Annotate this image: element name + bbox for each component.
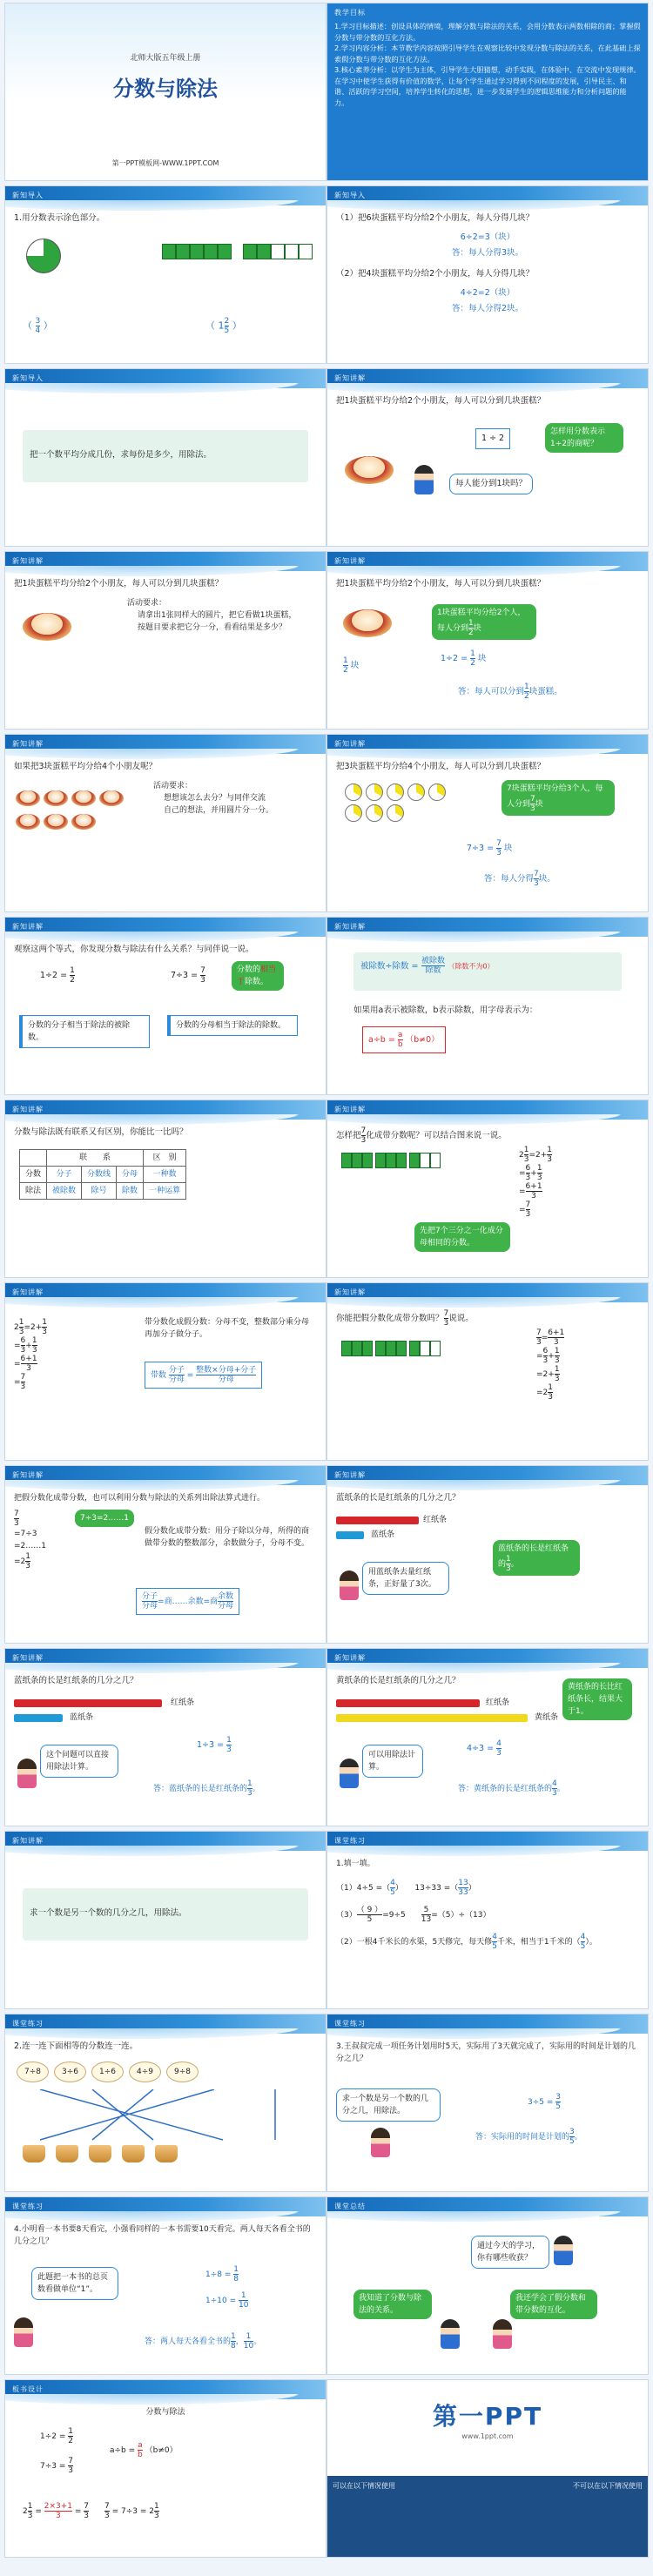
- slide-tag: 课堂练习: [334, 2020, 366, 2028]
- slide-header: [327, 735, 648, 754]
- slide-header: [327, 918, 648, 937]
- usage-panel: [327, 2476, 648, 2558]
- board-title: 分数与除法: [145, 2408, 185, 2417]
- brand-area: [327, 2380, 648, 2476]
- formula-note: （除数不为0）: [448, 962, 495, 971]
- blue-strip: [14, 1714, 63, 1722]
- slide-tag: 新知讲解: [334, 557, 366, 565]
- question-bubble: 通过今天的学习，你有哪些收获？: [471, 2236, 549, 2269]
- activity-heading: 活动要求：: [153, 782, 193, 790]
- slide-tag: 板书设计: [12, 2385, 44, 2393]
- slide-header: [5, 1649, 326, 1668]
- usage-allowed: 可以在以下情况使用: [333, 2482, 395, 2490]
- slide-header: [5, 1100, 326, 1120]
- yellow-strip: [336, 1714, 528, 1722]
- red-strip: [14, 1699, 162, 1707]
- slide-site: 第一PPT模板网-WWW.1PPT.COM: [111, 159, 219, 167]
- steps: $\frac{7}{3}$ = $\frac{6+1}{3}$ = $\frac{6}{3}$ + $\frac{1}{3}$ =2+ $\frac{1}{3}$ =2 $\frac{1}{3}$: [536, 1328, 565, 1402]
- question: 把1块蛋糕平均分给2个小朋友，每人可以分到几块蛋糕？: [14, 579, 224, 589]
- answer: 答：每人分得 $\frac{7}{3}$ 块。: [484, 870, 555, 888]
- objective-text: [334, 21, 641, 108]
- slide-9[interactable]: [4, 734, 326, 912]
- answer: 答：实际用的时间是计划的 $\frac{3}{5}$ 。: [475, 2128, 582, 2146]
- cake-image: [345, 456, 394, 484]
- table-row: 分数 分子 分数线 分母 一种数: [20, 1167, 186, 1183]
- objective-1: 1.学习目标描述：创设具体的情境，理解分数与除法的关系，会用分数表示两数相除的商；掌握假分数与带分数的互化方法。: [334, 22, 641, 42]
- steps: 2 $\frac{1}{3}$ =2+ $\frac{1}{3}$ = $\frac{6}{3}$ + $\frac{1}{3}$ = $\frac{6+1}{3}$ = $\frac{7}{3}$: [519, 1146, 553, 1219]
- question: 1.填一填。: [336, 1860, 375, 1868]
- slide-tag: 教学目标: [334, 9, 366, 17]
- red-strip: [336, 1699, 480, 1707]
- table-header: 区 别: [144, 1150, 186, 1167]
- slide-1[interactable]: [4, 3, 326, 181]
- bubble-1: 用蓝纸条去量红纸条，正好量了3次。: [362, 1562, 449, 1595]
- equation: 3÷5 = $\frac{3}{5}$: [528, 2093, 562, 2111]
- slide-28[interactable]: [326, 2379, 649, 2558]
- slide-header: [5, 735, 326, 754]
- slide-tag: 新知讲解: [12, 1106, 44, 1113]
- slide-16[interactable]: [326, 1282, 649, 1461]
- girl-image: [340, 1570, 359, 1600]
- slide-tag: 新知讲解: [12, 557, 44, 565]
- slide-header: [327, 1100, 648, 1120]
- bar-diagram: [341, 1341, 441, 1356]
- slide-23[interactable]: [4, 2014, 326, 2192]
- girl-image: [371, 2128, 390, 2157]
- bubble: 1块蛋糕平均分给2个人，每人分到 $\frac{1}{2}$ 块: [432, 604, 536, 640]
- slide-header: [327, 369, 648, 388]
- cake-image: [343, 609, 392, 637]
- board-conversion: 2 $\frac{1}{3}$ = $\frac{2\times 3+1}{3}$ = $\frac{7}{3}$ $\frac{7}{3}$ = 7÷3 = 2 $\frac{1}{3}$: [23, 2502, 159, 2520]
- slide-20[interactable]: [326, 1648, 649, 1826]
- letter-formula: a÷b = $\frac{a}{b}$ （b≠0）: [362, 1026, 446, 1053]
- girl-image: [14, 2317, 33, 2347]
- slide-8[interactable]: [326, 551, 649, 730]
- slide-tag: 新知讲解: [334, 374, 366, 382]
- conclusion-1: 分数的分子相当于除法的被除数。: [19, 1015, 150, 1048]
- equation: 7÷3 = $\frac{7}{3}$ 块: [467, 839, 513, 858]
- slide-tag: 新知讲解: [12, 1837, 44, 1845]
- slide-header: [5, 2014, 326, 2034]
- slide-tag: 课堂练习: [334, 1837, 366, 1845]
- rule-box: [23, 1888, 308, 1940]
- question: 你能把假分数化成带分数吗？ $\frac{7}{3}$ 说说。: [336, 1309, 474, 1328]
- question: 怎样把 $\frac{7}{3}$ 化成带分数呢？可以结合图来说一说。: [336, 1127, 507, 1145]
- slide-14[interactable]: [326, 1100, 649, 1278]
- formula: 被除数÷除数 =: [360, 961, 419, 972]
- slide-tag: 新知导入: [12, 374, 44, 382]
- question: 把1块蛋糕平均分给2个小朋友，每人可以分到几块蛋糕？: [336, 579, 546, 589]
- slide-header: [327, 1466, 648, 1485]
- teacher-image: [414, 465, 434, 494]
- slide-header: [5, 1832, 326, 1851]
- bubble-2: 可以用除法计算。: [362, 1745, 423, 1778]
- board-equation-2: 7÷3 = $\frac{7}{3}$: [40, 2457, 74, 2475]
- slide-tag: 新知讲解: [334, 1288, 366, 1296]
- question: 把1块蛋糕平均分给2个小朋友，每人可以分到几块蛋糕？: [336, 396, 546, 406]
- activity-line-1: 想想该怎么去分？与同伴交流: [164, 794, 266, 803]
- slide-19[interactable]: [4, 1648, 326, 1826]
- table-header-corner: [20, 1150, 47, 1167]
- equation-2: 1÷10 = $\frac{1}{10}$: [205, 2291, 249, 2310]
- slide-header: [5, 186, 326, 205]
- slide-tag: 新知讲解: [334, 1471, 366, 1479]
- bubble: 分数的相当于除数。: [232, 961, 284, 991]
- question: 蓝纸条的长是红纸条的几分之几？: [336, 1493, 461, 1503]
- question: 分数与除法既有联系又有区别，你能比一比吗？: [14, 1127, 188, 1137]
- slide-tag: 课堂练习: [12, 2020, 44, 2028]
- slide-17[interactable]: [4, 1465, 326, 1644]
- usage-disallowed: 不可以在以下情况使用: [573, 2482, 643, 2490]
- rule-formula: $\frac{\text{分子}}{\text{分母}}$ =商……余数=商 $\frac{\text{余数}}{\text{分母}}$: [136, 1588, 239, 1615]
- steps: $\frac{7}{3}$ =7÷3 =2……1 =2 $\frac{1}{3}$: [14, 1510, 46, 1570]
- bubble: 求一个数是另一个数的几分之几，用除法。: [336, 2088, 441, 2122]
- question: 把3块蛋糕平均分给4个小朋友，每人可以分到几块蛋糕？: [336, 762, 546, 771]
- red-strip: [336, 1517, 419, 1524]
- activity: [153, 780, 273, 817]
- slide-11[interactable]: [4, 917, 326, 1095]
- equation: 4÷3 = $\frac{4}{3}$: [467, 1739, 502, 1758]
- equation-1: 1÷8 = $\frac{1}{8}$: [205, 2265, 239, 2283]
- blue-strip-label: 蓝纸条: [371, 1530, 395, 1539]
- slide-27[interactable]: [4, 2379, 326, 2558]
- slide-4[interactable]: [326, 185, 649, 364]
- slide-title: 分数与除法: [113, 77, 218, 101]
- brand-url: www.1ppt.com: [461, 2432, 514, 2440]
- question-2: （2）把4块蛋糕平均分给2个小朋友，每人分得几块？: [336, 269, 535, 279]
- slide-tag: 课堂练习: [12, 2203, 44, 2210]
- bubble: 此题把一本书的总页数看做单位“1”。: [31, 2267, 118, 2300]
- slide-tag: 新知讲解: [334, 1106, 366, 1113]
- rule-text: 假分数化成带分数：用分子除以分母，所得的商做带分数的整数部分，余数做分子，分母不变。: [145, 1527, 310, 1548]
- slide-header: [327, 186, 648, 205]
- bubble: 7块蛋糕平均分给3个人，每人分到 $\frac{7}{3}$ 块: [502, 780, 615, 816]
- slide-header: [5, 369, 326, 388]
- exercise-3: （2）一根4千米长的水渠，5天修完，每天修 $\frac{4}{5}$ 千米，相当于1千米的（ $\frac{4}{5}$ ）。: [336, 1933, 597, 1951]
- girl-image: [493, 2319, 512, 2349]
- slide-header: [327, 1649, 648, 1668]
- equation-1: 6÷2=3（块）: [460, 232, 515, 242]
- board-equation-1: 1÷2 = $\frac{1}{2}$: [40, 2427, 74, 2445]
- table-header: 联 系: [47, 1150, 144, 1167]
- slide-header: [5, 918, 326, 937]
- slide-header: [327, 1283, 648, 1302]
- answer: 答：每人可以分到 $\frac{1}{2}$ 块蛋糕。: [458, 683, 562, 701]
- activity-line-2: 自己的想法，并用圆片分一分。: [164, 806, 274, 815]
- formula-box: [353, 952, 622, 991]
- equation: 1÷2 = $\frac{1}{2}$ 块: [441, 649, 487, 668]
- comparison-table: [19, 1149, 186, 1200]
- bubble-2: 我还学会了假分数和带分数的互化。: [510, 2290, 597, 2319]
- slide-6[interactable]: [326, 368, 649, 547]
- slide-tag: 课堂总结: [334, 2203, 366, 2210]
- slide-header: [327, 552, 648, 571]
- red-strip-label: 红纸条: [486, 1698, 510, 1707]
- exercise-2: （3） $\frac{( 9 )}{5}$ =9÷5 $\frac{5}{13}$ =（5）÷（13）: [336, 1906, 491, 1924]
- match-item[interactable]: 7÷8: [17, 2061, 49, 2082]
- basket-row: [17, 2145, 183, 2167]
- red-strip-label: 红纸条: [171, 1698, 195, 1707]
- slide-24[interactable]: [326, 2014, 649, 2192]
- slide-header: [5, 552, 326, 571]
- slide-tag: 新知导入: [12, 192, 44, 199]
- slide-5[interactable]: [4, 368, 326, 547]
- slide-header: [5, 2380, 326, 2399]
- slide-tag: 新知讲解: [12, 923, 44, 931]
- rule-box: [23, 430, 308, 482]
- question: 把假分数化成带分数，也可以利用分数与除法的关系列出除法算式进行。: [14, 1494, 266, 1503]
- rule-text: 带分数化成假分数：分母不变，整数部分乘分母再加分子做分子。: [145, 1318, 310, 1339]
- slide-header: [327, 2014, 648, 2034]
- slide-2[interactable]: [326, 3, 649, 181]
- slide-header: [327, 2197, 648, 2216]
- slide-tag: 新知导入: [334, 192, 366, 199]
- slide-subtitle: 北师大版五年级上册: [130, 54, 201, 63]
- question: 蓝纸条的长是红纸条的几分之几？: [14, 1676, 138, 1685]
- slide-3[interactable]: [4, 185, 326, 364]
- bubble: 这个问题可以直接用除法计算。: [40, 1745, 118, 1778]
- activity-text: 请拿出1张同样大的圆片，把它看做1块蛋糕，按题目要求把它分一分，看看结果是多少？: [138, 611, 297, 632]
- equation: 1÷3 = $\frac{1}{3}$: [197, 1736, 232, 1754]
- answer-2: 答：每人分得2块。: [451, 304, 524, 313]
- boy-image: [441, 2319, 460, 2349]
- slide-21[interactable]: [4, 1831, 326, 2009]
- question: 2.连一连下面相等的分数连一连。: [14, 2041, 138, 2051]
- match-top-row: [14, 2061, 317, 2082]
- match-item[interactable]: 9÷8: [166, 2061, 199, 2082]
- activity: [127, 597, 301, 634]
- equation-box: 1 ÷ 2: [475, 428, 510, 449]
- equation-1: 1÷2 = $\frac{1}{2}$: [40, 966, 75, 985]
- bubble-1: 怎样用分数表示1÷2的商呢？: [545, 423, 623, 453]
- rule-text: 把一个数平均分成几份，求每份是多少，用除法。: [30, 450, 212, 460]
- slide-tag: 新知讲解: [12, 1471, 44, 1479]
- slide-tag: 新知讲解: [334, 923, 366, 931]
- slide-tag: 新知讲解: [12, 1288, 44, 1296]
- objective-2: 2.学习内容分析：本节教学内容按照引导学生在观察比较中发现分数与除法的关系，在此基础上探索假分数与带分数的互化方法。: [334, 44, 641, 64]
- fraction-label: $\frac{1}{2}$ 块: [343, 656, 360, 675]
- activity-heading: 活动要求：: [127, 599, 167, 608]
- bar-diagram: [341, 1153, 441, 1168]
- division-bubble: 7÷3=2……1: [75, 1510, 134, 1527]
- question: 如果把3块蛋糕平均分给4个小朋友呢？: [14, 762, 158, 771]
- bubble-2: 每人能分到1块吗？: [449, 474, 533, 494]
- red-strip-label: 红纸条: [423, 1516, 448, 1524]
- boy-image: [340, 1759, 359, 1788]
- pie-diagram: [26, 239, 61, 273]
- table-row: 除法 被除数 除号 除数 一种运算: [20, 1183, 186, 1200]
- slide-tag: 新知讲解: [12, 1654, 44, 1662]
- question: 1.用分数表示涂色部分。: [14, 213, 105, 223]
- slide-tag: 新知讲解: [334, 740, 366, 748]
- slide-25[interactable]: [4, 2196, 326, 2375]
- slide-tag: 新知讲解: [334, 1654, 366, 1662]
- question: 3.王叔叔完成一项任务计划用时5天，实际用了3天就完成了，实际用的时间是计划的几分之几？: [336, 2042, 636, 2063]
- slide-tag: 新知讲解: [12, 740, 44, 748]
- board-formula: a÷b = $\frac{a}{b}$ （b≠0）: [110, 2441, 178, 2459]
- slide-18[interactable]: [326, 1465, 649, 1644]
- answer-2: （ 1 $\frac{2}{5}$ ）: [205, 317, 242, 335]
- bubble-2: 蓝纸条的长是红纸条的 $\frac{1}{3}$ 。: [493, 1540, 580, 1576]
- question: 观察这两个等式，你发现分数与除法有什么关系？与同伴说一说。: [14, 945, 254, 954]
- slide-22[interactable]: [326, 1831, 649, 2009]
- slide-15[interactable]: [4, 1282, 326, 1461]
- blue-strip: [336, 1531, 364, 1539]
- question: 4.小明看一本书要8天看完，小强看同样的一本书需要10天看完。两人每天各看全书的几分之几？: [14, 2225, 311, 2246]
- answer-1: （ $\frac{3}{4}$ ）: [23, 317, 53, 335]
- question-1: （1）把6块蛋糕平均分给2个小朋友，每人分得几块？: [336, 213, 535, 223]
- slide-header: [327, 1832, 648, 1851]
- exercise-1: （1）4÷5 =（ $\frac{4}{5}$ ） 13÷33 =（ $\frac{13}{33}$ ）: [336, 1879, 476, 1897]
- slide-header: [5, 1283, 326, 1302]
- rule-formula: 带数 $\frac{\text{分子}}{\text{分母}}$ = $\frac{\text{整数×分母+分子}}{\text{分母}}$: [145, 1362, 262, 1389]
- question: 如果用a表示被除数，b表示除数，用字母表示为：: [353, 1006, 538, 1015]
- bubble-1: 黄纸条的长比红纸条长，结果大于1。: [562, 1678, 632, 1720]
- teacher-image: [554, 2236, 573, 2265]
- equation-2: 7÷3 = $\frac{7}{3}$: [171, 966, 205, 985]
- match-item[interactable]: 4÷9: [129, 2061, 161, 2082]
- match-item[interactable]: 3÷6: [54, 2061, 86, 2082]
- slide-header: [5, 1466, 326, 1485]
- bar-diagram: [162, 244, 313, 259]
- answer: 答：黄纸条的长是红纸条的 $\frac{4}{3}$ 。: [458, 1779, 565, 1798]
- bubble-1: 我知道了分数与除法的关系。: [353, 2290, 432, 2319]
- bubble: 先把7个三分之一化成分母相同的分数。: [414, 1222, 510, 1252]
- pie-pieces: [343, 782, 448, 824]
- steps: 2 $\frac{1}{3}$ =2+ $\frac{1}{3}$ = $\frac{6}{3}$ + $\frac{1}{3}$ = $\frac{6+1}{3}$ = $\frac{7}{3}$: [14, 1318, 48, 1391]
- answer: 答：两人每天各看全书的 $\frac{1}{8}$ ， $\frac{1}{10}$ 。: [145, 2332, 262, 2351]
- equation-2: 4÷2=2（块）: [460, 288, 515, 298]
- slide-13[interactable]: [4, 1100, 326, 1278]
- girl-image: [17, 1759, 37, 1788]
- slide-header: [5, 2197, 326, 2216]
- slide-7[interactable]: [4, 551, 326, 730]
- blue-strip-label: 蓝纸条: [70, 1713, 94, 1722]
- answer-1: 答：每人分得3块。: [451, 248, 524, 258]
- cake-image: [23, 613, 71, 641]
- cakes-image: [14, 789, 127, 836]
- rule-text: 求一个数是另一个数的几分之几，用除法。: [30, 1908, 187, 1918]
- brand-logo: 第一PPT: [432, 2402, 543, 2431]
- question: 黄纸条的长是红纸条的几分之几？: [336, 1676, 461, 1685]
- slide-10[interactable]: [326, 734, 649, 912]
- yellow-strip-label: 黄纸条: [535, 1713, 559, 1722]
- conclusion-2: 分数的分母相当于除法的除数。: [167, 1015, 298, 1036]
- objective-3: 3.核心素养分析：以学生为主体，引导学生大胆猜想，动手实践，在体验中、在交流中发现规律。在学习中使学生获得有价值的数学，让每个学生通过学习得到不同程度的发展，引导民主、和谐、活跃的学习空间，培养学生转化的思想，进一步发展学生的逻辑思维能力和分析问题的能力。: [334, 65, 641, 107]
- match-item[interactable]: 1÷6: [91, 2061, 124, 2082]
- slide-12[interactable]: [326, 917, 649, 1095]
- slide-26[interactable]: [326, 2196, 649, 2375]
- formula-fraction: $\frac{\text{被除数}}{\text{除数}}$: [421, 957, 445, 975]
- match-lines: [14, 2089, 310, 2142]
- answer: 答：蓝纸条的长是红纸条的 $\frac{1}{3}$ 。: [153, 1779, 260, 1798]
